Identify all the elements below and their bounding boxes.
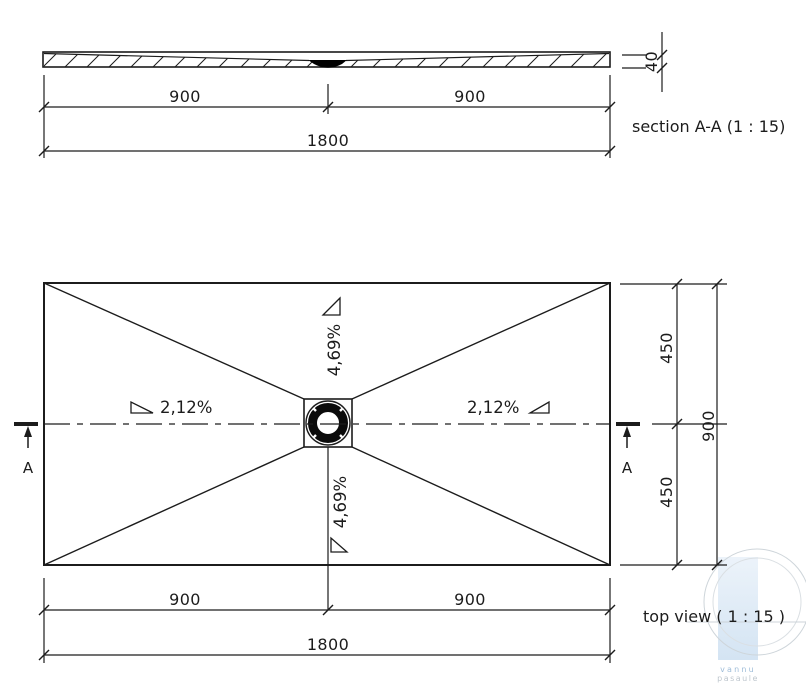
section-marker-left-label: A: [22, 459, 34, 477]
dim-label-section-left-900: 900: [169, 87, 201, 106]
section-marker-left: [14, 424, 38, 477]
dim-label-thickness-40: 40: [642, 50, 661, 73]
top-view: [14, 279, 785, 663]
fold-line: [44, 447, 304, 565]
dim-label-section-right-900: 900: [454, 87, 486, 106]
section-arrow-icon: [24, 426, 32, 437]
drain-icon: [304, 399, 352, 447]
section-marker-right-label: A: [621, 459, 633, 477]
dim-label-right-lower-450: 450: [657, 476, 676, 508]
section-arrow-icon: [623, 426, 631, 437]
fold-line: [352, 447, 610, 565]
dim-label-bottom-left-900: 900: [169, 590, 201, 609]
slope-label-top: 4,69%: [325, 323, 344, 377]
section-view: [39, 32, 785, 158]
slope-triangle-icon: [131, 402, 153, 413]
watermark-text-2: pasaule: [717, 674, 759, 683]
dim-label-bottom-right-900: 900: [454, 590, 486, 609]
dim-label-right-upper-450: 450: [657, 332, 676, 364]
slope-triangle-icon: [331, 538, 347, 552]
slope-label-bottom: 4,69%: [331, 475, 350, 529]
dim-label-right-total-900: 900: [699, 410, 718, 442]
fold-line: [352, 283, 610, 399]
dim-label-bottom-total-1800: 1800: [306, 635, 350, 654]
slope-label-right: 2,12%: [467, 398, 520, 417]
top-view-title: top view ( 1 : 15 ): [643, 607, 785, 626]
section-marker-right: [616, 424, 640, 477]
fold-line: [44, 283, 304, 399]
slope-label-left: 2,12%: [160, 398, 213, 417]
slope-triangle-icon: [530, 402, 549, 413]
dim-label-section-total-1800: 1800: [306, 131, 350, 150]
slope-triangle-icon: [323, 298, 340, 315]
watermark-text-1: vannu: [720, 665, 756, 674]
section-view-title: section A-A (1 : 15): [632, 117, 786, 136]
